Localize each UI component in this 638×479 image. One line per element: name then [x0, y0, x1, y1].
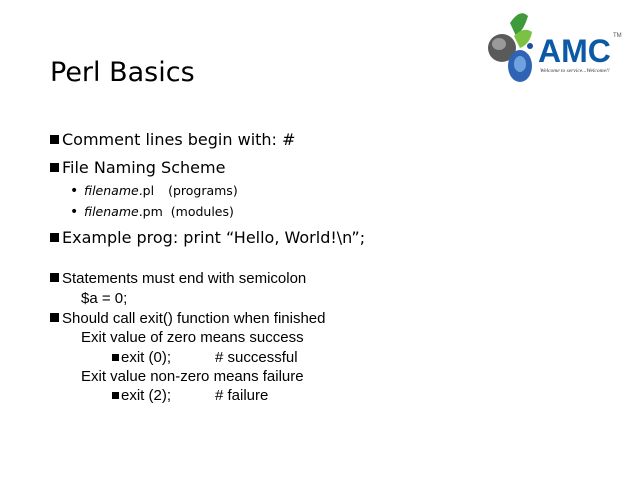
- exit-zero-code: exit (0);: [112, 349, 171, 366]
- square-bullet-icon: [50, 273, 59, 282]
- svg-text:Welcome to service...Welcome!!: Welcome to service...Welcome!!: [540, 68, 610, 74]
- bullet-statements: Statements must end with semicolon: [50, 270, 306, 287]
- naming-item: • filename.pl (programs): [70, 183, 238, 199]
- bullet-naming: File Naming Scheme: [50, 158, 225, 177]
- naming-item: • filename.pm (modules): [70, 204, 234, 220]
- bullet-comment: Comment lines begin with: #: [50, 130, 295, 149]
- square-bullet-icon: [50, 163, 59, 172]
- exit-nonzero-text: Exit value non-zero means failure: [81, 368, 304, 385]
- square-bullet-icon: [112, 392, 119, 399]
- exit-zero-comment: # successful: [215, 349, 298, 366]
- slide-title: Perl Basics: [50, 57, 195, 88]
- svg-text:TM: TM: [613, 33, 622, 39]
- statements-code: $a = 0;: [81, 290, 128, 307]
- square-bullet-icon: [112, 354, 119, 361]
- square-bullet-icon: [50, 135, 59, 144]
- exit-zero-text: Exit value of zero means success: [81, 329, 304, 346]
- exit-nonzero-code: exit (2);: [112, 387, 171, 404]
- bullet-exit: Should call exit() function when finished: [50, 310, 325, 327]
- bullet-example: Example prog: print “Hello, World!\n”;: [50, 228, 365, 247]
- round-bullet-icon: •: [70, 183, 79, 199]
- square-bullet-icon: [50, 313, 59, 322]
- round-bullet-icon: •: [70, 204, 79, 220]
- amc-logo: [480, 8, 630, 98]
- exit-nonzero-comment: # failure: [215, 387, 269, 404]
- square-bullet-icon: [50, 233, 59, 242]
- amc-logo-graphic: [480, 8, 630, 98]
- svg-text:AMC: AMC: [538, 33, 611, 69]
